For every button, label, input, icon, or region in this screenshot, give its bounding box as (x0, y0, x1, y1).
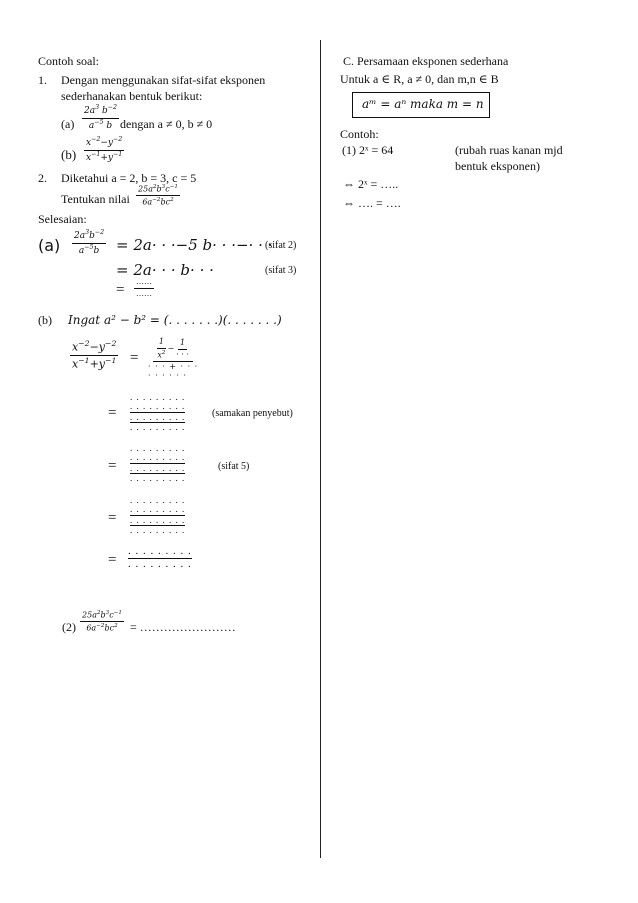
dots-line: . . . . . . . . . (130, 392, 186, 402)
question-1a-expression: $\frac{2a^3 b^{-2}}{a^{-5} b}$ (84, 104, 118, 131)
dots-line: . . . . . . . . . (130, 495, 186, 505)
question-2-task: Tentukan nilai (61, 192, 130, 206)
question-1b-expression: $\frac{x^{-2}-y^{-2}}{x^{-1}+y^{-1}}$ (86, 136, 123, 163)
dots-line: . . . . . . . . . (130, 411, 186, 422)
example-heading-right: Contoh: (340, 127, 379, 141)
solution-b-step5-equals: = (108, 552, 117, 568)
solution-b-recall: Ingat a² − b² = (. . . . . . .)(. . . . . . .) (68, 313, 282, 327)
dots-line: . . . . . . . . . (130, 462, 186, 473)
solution-a-step2-note: (sifat 3) (265, 265, 297, 276)
solution-a-step2: = 2a· · · b· · · (116, 261, 214, 279)
column-divider (320, 40, 321, 858)
question-1a-condition: dengan a ≠ 0, b ≠ 0 (120, 117, 213, 131)
dots-line: . . . . . . . . . (130, 452, 186, 463)
solution-b-step3-fraction (130, 444, 185, 484)
question-1-text-line1: Dengan menggunakan sifat-sifat eksponen (61, 73, 266, 87)
question-1-number: 1. (38, 73, 47, 87)
dots-line: . . . . . . . . . (130, 401, 186, 412)
solution-b-lhs: $\frac{x^{-2}-y^{-2}}{x^{-1}+y^{-1}}$ (72, 339, 117, 371)
example-1-note-line2: bentuk eksponen) (455, 159, 540, 173)
solution-b-step2-note: (samakan penyebut) (212, 408, 293, 419)
final-dots-den: . . . . . . . . . (128, 557, 192, 570)
question-1a-label: (a) (61, 117, 75, 131)
question-1b-label: (b) (61, 147, 77, 162)
solution-b-step1-complex-fraction: $\frac{1}{x^2}$ − $\frac{1}{\cdot \cdot \cdot}$ · · · + · · · · · · · · · (148, 337, 199, 381)
solution-2-label: (2) (62, 620, 76, 634)
example-1-equation: (1) 2ˣ = 64 (342, 143, 394, 157)
example-1-note-line1: (rubah ruas kanan mjd (455, 143, 563, 157)
solution-2-expression: $\frac{25a^2b^3c^{-1}}{6a^{-2}bc^2}$ (82, 610, 122, 634)
dots-line: . . . . . . . . . (130, 525, 186, 536)
section-c-condition: Untuk a ∈ R, a ≠ 0, dan m,n ∈ B (340, 72, 499, 86)
dots-line: . . . . . . . . . (130, 504, 186, 515)
solution-a-step1-note: (sifat 2) (265, 240, 297, 251)
final-dots-num: . . . . . . . . . (128, 545, 192, 557)
solution-a-lhs: $\frac{2a^3b^{-2}}{a^{-5}b}$ (74, 229, 105, 256)
dots-line: . . . . . . . . . (130, 473, 186, 484)
solution-a-step3-num: …… (134, 278, 154, 289)
dots-line: . . . . . . . . . (130, 443, 186, 453)
section-c-heading: C. Persamaan eksponen sederhana (343, 54, 509, 68)
solution-b-step2-fraction (130, 393, 185, 433)
solution-b-step4-equals: = (108, 510, 117, 526)
example-heading: Contoh soal: (38, 54, 100, 68)
question-2-expression: $\frac{25a^2b^3c^{-1}}{6a^{-2}bc^2}$ (138, 184, 178, 208)
dots-line: . . . . . . . . . (130, 514, 186, 525)
solution-a-step3-equals: = (116, 282, 125, 298)
solution-b-step3-note: (sifat 5) (218, 461, 250, 472)
solution-a-step3-fraction (134, 278, 154, 299)
example-1-step1: ⇔ 2ˣ = ….. (343, 177, 399, 191)
question-2-given: Diketahui a = 2, b = 3, c = 5 (61, 171, 197, 185)
question-1-text-line2: sederhanakan bentuk berikut: (61, 89, 203, 103)
solution-heading: Selesaian: (38, 212, 87, 226)
solution-b-step5-fraction (128, 546, 192, 570)
solution-b-label: (b) (38, 313, 52, 327)
rule-text: aᵐ = aⁿ maka m = n (362, 97, 484, 111)
solution-b-step2-equals: = (108, 405, 117, 421)
solution-a-step1: = 2a· · ·−5 b· · ·−· · · (116, 236, 273, 254)
question-2-number: 2. (38, 171, 47, 185)
solution-2-rhs: = …………………… (130, 620, 236, 634)
dots-line: . . . . . . . . . (130, 422, 186, 433)
solution-b-step3-equals: = (108, 458, 117, 474)
solution-a-label: (a) (38, 236, 61, 255)
solution-b-step1-equals: = (130, 350, 139, 366)
example-1-step2: ⇔ …. = …. (343, 196, 401, 210)
solution-b-step4-fraction (130, 496, 185, 536)
solution-a-step3-den: …… (136, 288, 152, 298)
